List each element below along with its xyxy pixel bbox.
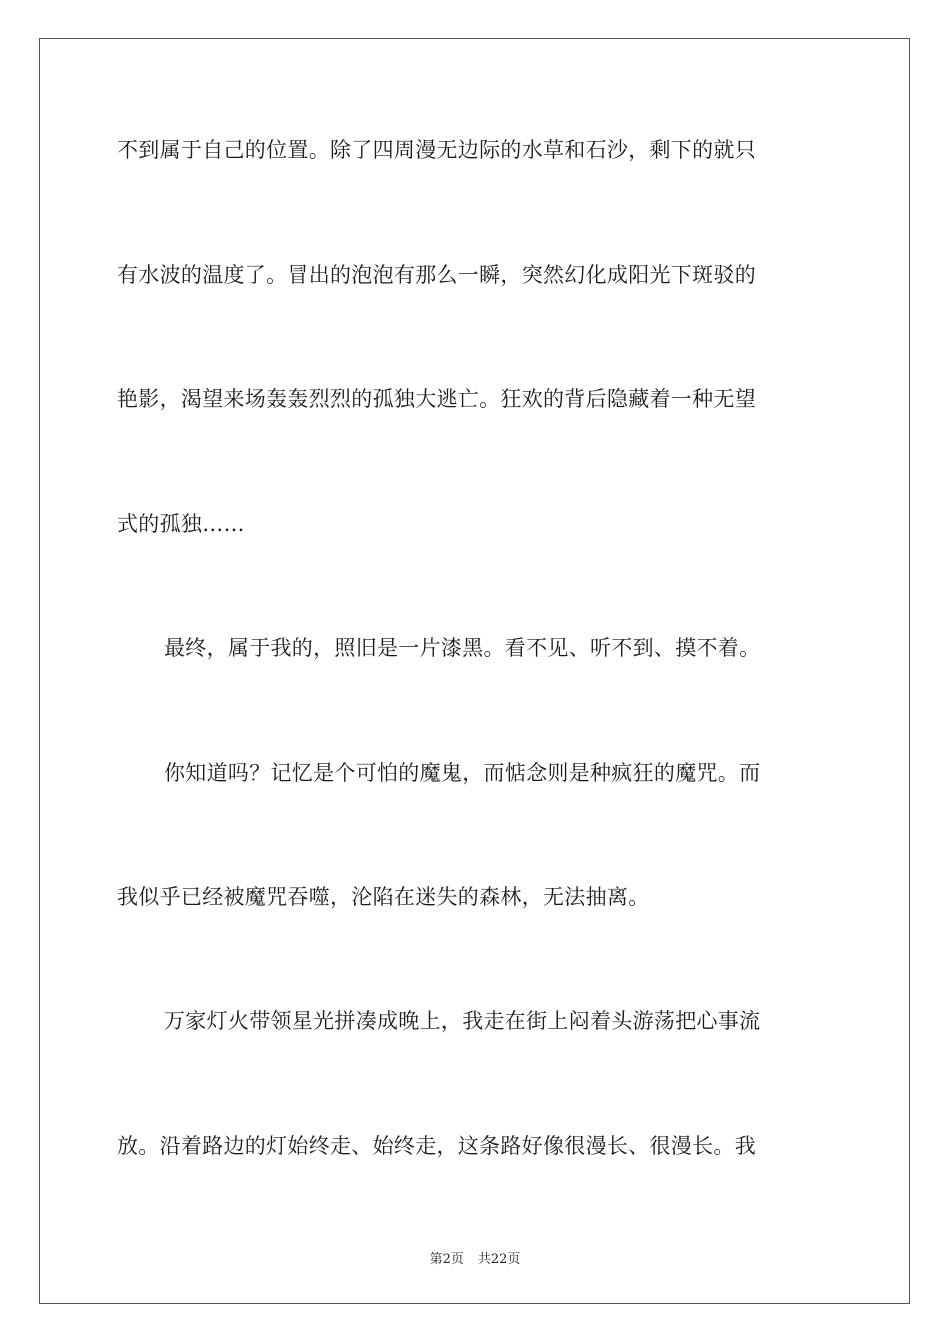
page-border (39, 38, 910, 1304)
text-line-9: 放。沿着路边的灯始终走、始终走，这条路好像很漫长、很漫长。我 (117, 1134, 756, 1158)
text-line-1: 不到属于自己的位置。除了四周漫无边际的水草和石沙，剩下的就只 (117, 138, 756, 162)
text-line-5: 最终，属于我的，照旧是一片漆黑。看不见、听不到、摸不着。 (164, 636, 761, 660)
page-total: 共22页 (477, 1252, 521, 1267)
text-line-4: 式的孤独…… (117, 512, 245, 536)
text-line-2: 有水波的温度了。冒出的泡泡有那么一瞬，突然幻化成阳光下斑驳的 (117, 263, 756, 287)
page-number: 第2页 (429, 1252, 464, 1267)
text-line-8: 万家灯火带领星光拼凑成晚上，我走在街上闷着头游荡把心事流 (164, 1009, 761, 1033)
text-line-3: 艳影，渴望来场轰轰烈烈的孤独大逃亡。狂欢的背后隐藏着一种无望 (117, 387, 756, 411)
page-footer (0, 1248, 950, 1267)
text-line-7: 我似乎已经被魔咒吞噬，沦陷在迷失的森林，无法抽离。 (117, 885, 650, 909)
text-line-6: 你知道吗？记忆是个可怕的魔鬼，而惦念则是种疯狂的魔咒。而 (164, 761, 761, 785)
